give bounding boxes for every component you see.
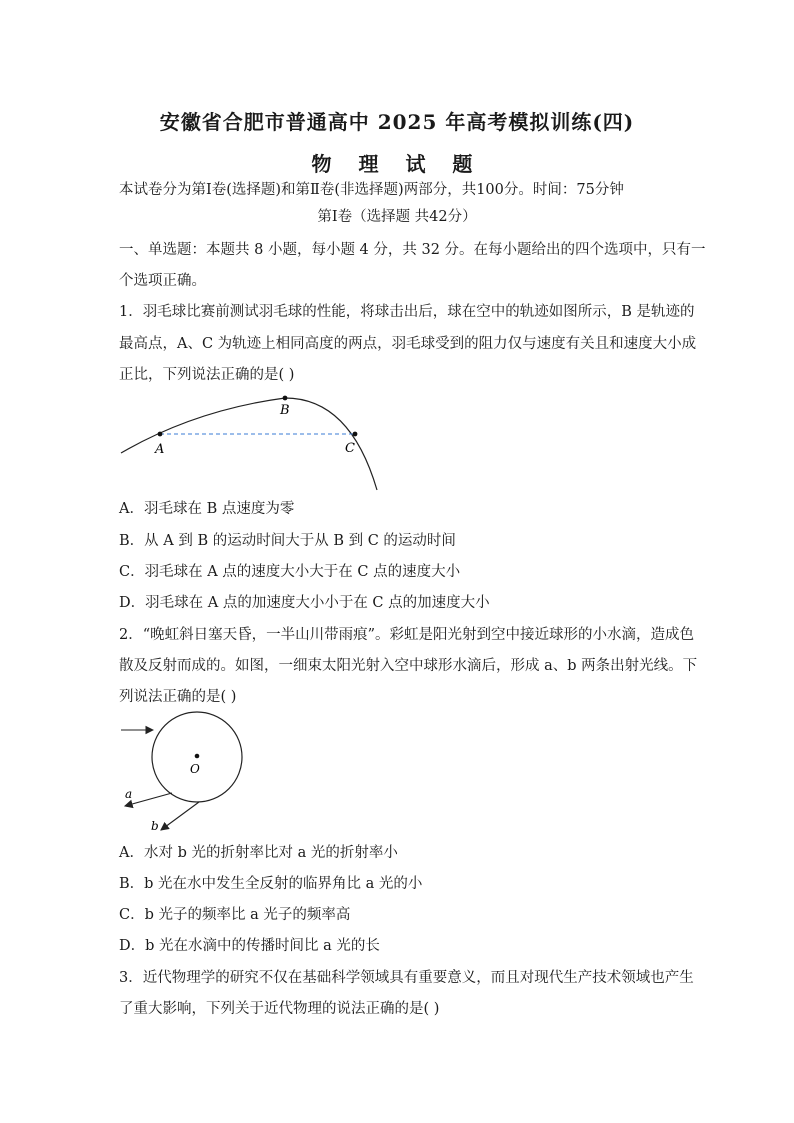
ray-b	[161, 802, 199, 830]
section-heading: 第Ⅰ卷（选择题 共42分）	[317, 209, 477, 225]
q1-option-d: D．羽毛球在 A 点的加速度大小小于在 C 点的加速度大小	[119, 595, 490, 611]
q3-stem-line-2: 了重大影响，下列关于近代物理的说法正确的是( )	[119, 1001, 440, 1017]
q3-stem-line-1: 3．近代物理学的研究不仅在基础科学领域具有重要意义，而且对现代生产技术领域也产生	[119, 970, 694, 986]
label-b-ray: b	[151, 819, 159, 833]
exam-info: 本试卷分为第Ⅰ卷(选择题)和第Ⅱ卷(非选择题)两部分，共100分。时间：75分钟	[119, 182, 624, 198]
q1-stem-line-2: 最高点，A、C 为轨迹上相同高度的两点，羽毛球受到的阻力仅与速度有关且和速度大小成	[119, 336, 697, 352]
exam-subtitle: 物 理 试 题	[311, 152, 483, 176]
point-c-dot	[353, 432, 358, 437]
q2-stem-line-3: 列说法正确的是( )	[119, 689, 237, 705]
exam-title: 安徽省合肥市普通高中 2025 年高考模拟训练(四)	[159, 110, 635, 134]
label-a: A	[155, 442, 165, 457]
label-a-ray: a	[125, 787, 133, 801]
label-o: O	[190, 762, 200, 776]
instructions-line-2: 个选项正确。	[119, 273, 206, 289]
q1-stem-line-3: 正比，下列说法正确的是( )	[119, 367, 295, 383]
q2-stem-line-2: 散及反射而成的。如图，一细束太阳光射入空中球形水滴后，形成 a、b 两条出射光线。下	[119, 658, 698, 674]
label-c: C	[345, 441, 355, 456]
label-b: B	[280, 403, 290, 418]
q1-option-b: B．从 A 到 B 的运动时间大于从 B 到 C 的运动时间	[119, 533, 456, 549]
instructions-line-1: 一、单选题：本题共 8 小题，每小题 4 分，共 32 分。在每小题给出的四个选项中，只有一	[119, 242, 706, 258]
q2-option-a: A．水对 b 光的折射率比对 a 光的折射率小	[119, 845, 398, 861]
q2-option-c: C．b 光子的频率比 a 光子的频率高	[119, 907, 351, 923]
center-dot	[195, 754, 200, 759]
point-b-dot	[283, 396, 288, 401]
q2-option-b: B．b 光在水中发生全反射的临界角比 a 光的小	[119, 876, 423, 892]
q2-water-drop-figure	[115, 710, 250, 835]
q1-stem-line-1: 1．羽毛球比赛前测试羽毛球的性能，将球击出后，球在空中的轨迹如图所示，B 是轨迹的	[119, 304, 695, 320]
q1-option-a: A．羽毛球在 B 点速度为零	[119, 501, 295, 517]
q2-option-d: D．b 光在水滴中的传播时间比 a 光的长	[119, 938, 380, 954]
q2-stem-line-1: 2．“晚虹斜日塞天昏，一半山川带雨痕”。彩虹是阳光射到空中接近球形的小水滴，造成色	[119, 627, 695, 643]
q1-trajectory-figure	[115, 390, 390, 495]
q1-option-c: C．羽毛球在 A 点的速度大小大于在 C 点的速度大小	[119, 564, 461, 580]
point-a-dot	[158, 432, 163, 437]
